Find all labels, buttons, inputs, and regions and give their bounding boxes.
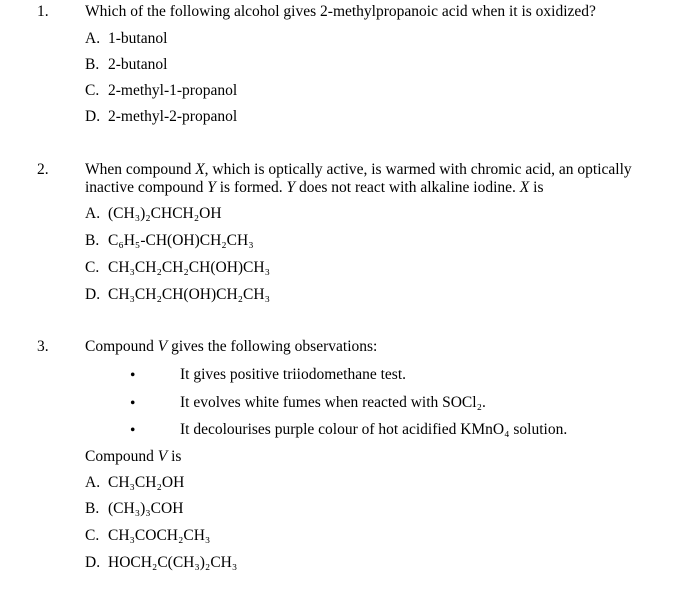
option-text: 2-methyl-1-propanol [108,82,238,99]
stem-text: When compound [85,161,196,178]
option-a [85,474,184,492]
bullet-icon: • [130,422,136,439]
stem-text: , which is optically active, is warmed with chromic acid, an optically inactive compound [85,161,632,196]
option-text: (CH₃)₃COH [108,500,184,517]
option-a [85,30,167,48]
option-text: 2-methyl-2-propanol [108,108,238,125]
option-letter: D. [85,286,101,303]
compound-x: X [195,161,205,178]
option-letter: C. [85,527,100,544]
option-text: (CH₃)₂CHCH₂OH [108,205,222,222]
option-letter: D. [85,554,101,571]
option-text: HOCH₂C(CH₃)₂CH₃ [108,554,238,571]
option-text: C₆H₅-CH(OH)CH₂CH₃ [108,232,254,249]
conclusion-text: Compound [85,448,158,465]
compound-x: X [519,179,530,196]
option-d [85,286,270,304]
observation-item: It evolves white fumes when reacted with SOCl₂. [180,394,486,411]
option-letter: B. [85,500,100,517]
option-c [85,82,237,100]
option-text: 1-butanol [108,30,168,47]
option-d [85,554,237,572]
question-stem [85,338,655,356]
option-c [85,259,270,277]
option-text: CH₃CH₂OH [108,474,185,491]
option-text: 2-butanol [108,56,168,73]
bullet-icon: • [130,367,136,384]
option-letter: A. [85,474,101,491]
option-text: CH₃CH₂CH(OH)CH₂CH₃ [108,286,270,303]
option-letter: B. [85,232,100,249]
observation-item: It gives positive triiodomethane test. [180,366,406,383]
option-letter: D. [85,108,101,125]
question-number: 3. [37,338,49,355]
conclusion-line [85,448,181,466]
compound-v: V [157,448,168,465]
conclusion-text: is [167,448,182,465]
option-a [85,205,222,223]
question-stem [85,161,645,197]
bullet-icon: • [130,395,136,412]
option-letter: A. [85,30,101,47]
option-text: CH₃COCH₂CH₃ [108,527,211,544]
compound-v: V [157,338,168,355]
question-number: 1. [37,3,49,20]
stem-text: is formed. [215,179,287,196]
stem-text: does not react with alkaline iodine. [295,179,520,196]
stem-text: Compound [85,338,158,355]
stem-text: gives the following observations: [167,338,378,355]
compound-y: Y [286,179,296,196]
option-text: CH₃CH₂CH₂CH(OH)CH₃ [108,259,270,276]
compound-y: Y [207,179,216,196]
option-letter: B. [85,56,100,73]
observation-item: It decolourises purple colour of hot acidified KMnO₄ solution. [180,421,568,438]
question-number: 2. [37,161,49,178]
option-letter: C. [85,82,100,99]
option-c [85,527,210,545]
stem-text: is [529,179,544,196]
question-stem: Which of the following alcohol gives 2-methylpropanoic acid when it is oxidized? [85,3,596,20]
option-d [85,108,237,126]
option-b [85,56,167,74]
option-b [85,232,254,250]
option-letter: C. [85,259,100,276]
option-b [85,500,183,518]
option-letter: A. [85,205,101,222]
